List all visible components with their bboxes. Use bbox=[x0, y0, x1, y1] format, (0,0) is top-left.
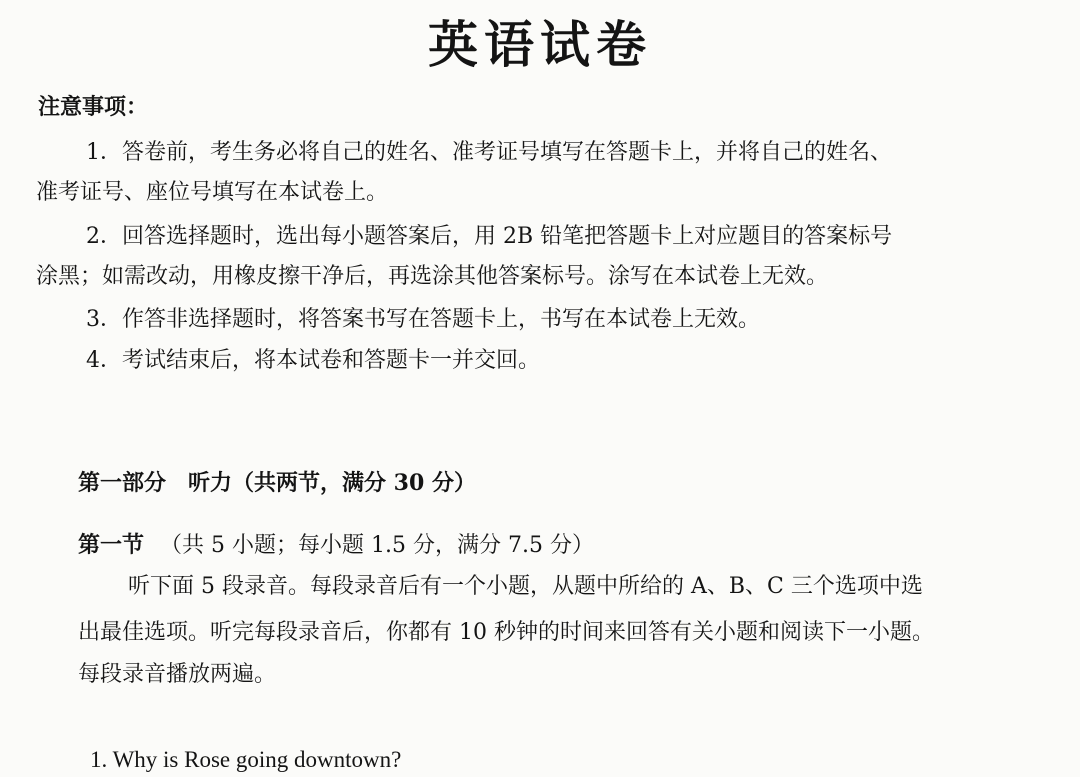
part-1-subtitle: 听力（共两节，满分 30 分） bbox=[188, 470, 476, 496]
part-1-heading: 第一部分 bbox=[78, 470, 167, 496]
section-1-instruction-line-3: 每段录音播放两遍。 bbox=[78, 662, 277, 687]
exam-title: 英语试卷 bbox=[428, 15, 652, 74]
section-1-instruction-line-1: 听下面 5 段录音。每段录音后有一个小题，从题中所给的 A、B、C 三个选项中选 bbox=[128, 574, 923, 599]
section-1-heading: 第一节 bbox=[78, 532, 145, 558]
question-1: 1. Why is Rose going downtown? bbox=[90, 747, 402, 772]
section-1-instruction-line-2: 出最佳选项。听完每段录音后，你都有 10 秒钟的时间来回答有关小题和阅读下一小题。 bbox=[78, 620, 934, 645]
notice-item-1-line-1: 1．答卷前，考生务必将自己的姓名、准考证号填写在答题卡上，并将自己的姓名、 bbox=[86, 140, 892, 165]
notice-item-3: 3．作答非选择题时，将答案书写在答题卡上，书写在本试卷上无效。 bbox=[86, 307, 760, 332]
notice-item-4: 4．考试结束后，将本试卷和答题卡一并交回。 bbox=[86, 348, 540, 373]
part-1-heading-row bbox=[78, 468, 476, 499]
notice-label: 注意事项： bbox=[38, 94, 149, 120]
section-1-heading-row bbox=[78, 530, 594, 561]
section-1-info: （共 5 小题；每小题 1.5 分，满分 7.5 分） bbox=[160, 533, 594, 558]
notice-item-2-line-2: 涂黑；如需改动，用橡皮擦干净后，再选涂其他答案标号。涂写在本试卷上无效。 bbox=[36, 264, 829, 289]
notice-item-1-line-2: 准考证号、座位号填写在本试卷上。 bbox=[36, 180, 389, 205]
notice-item-2-line-1: 2．回答选择题时，选出每小题答案后，用 2B 铅笔把答题卡上对应题目的答案标号 bbox=[86, 224, 893, 249]
